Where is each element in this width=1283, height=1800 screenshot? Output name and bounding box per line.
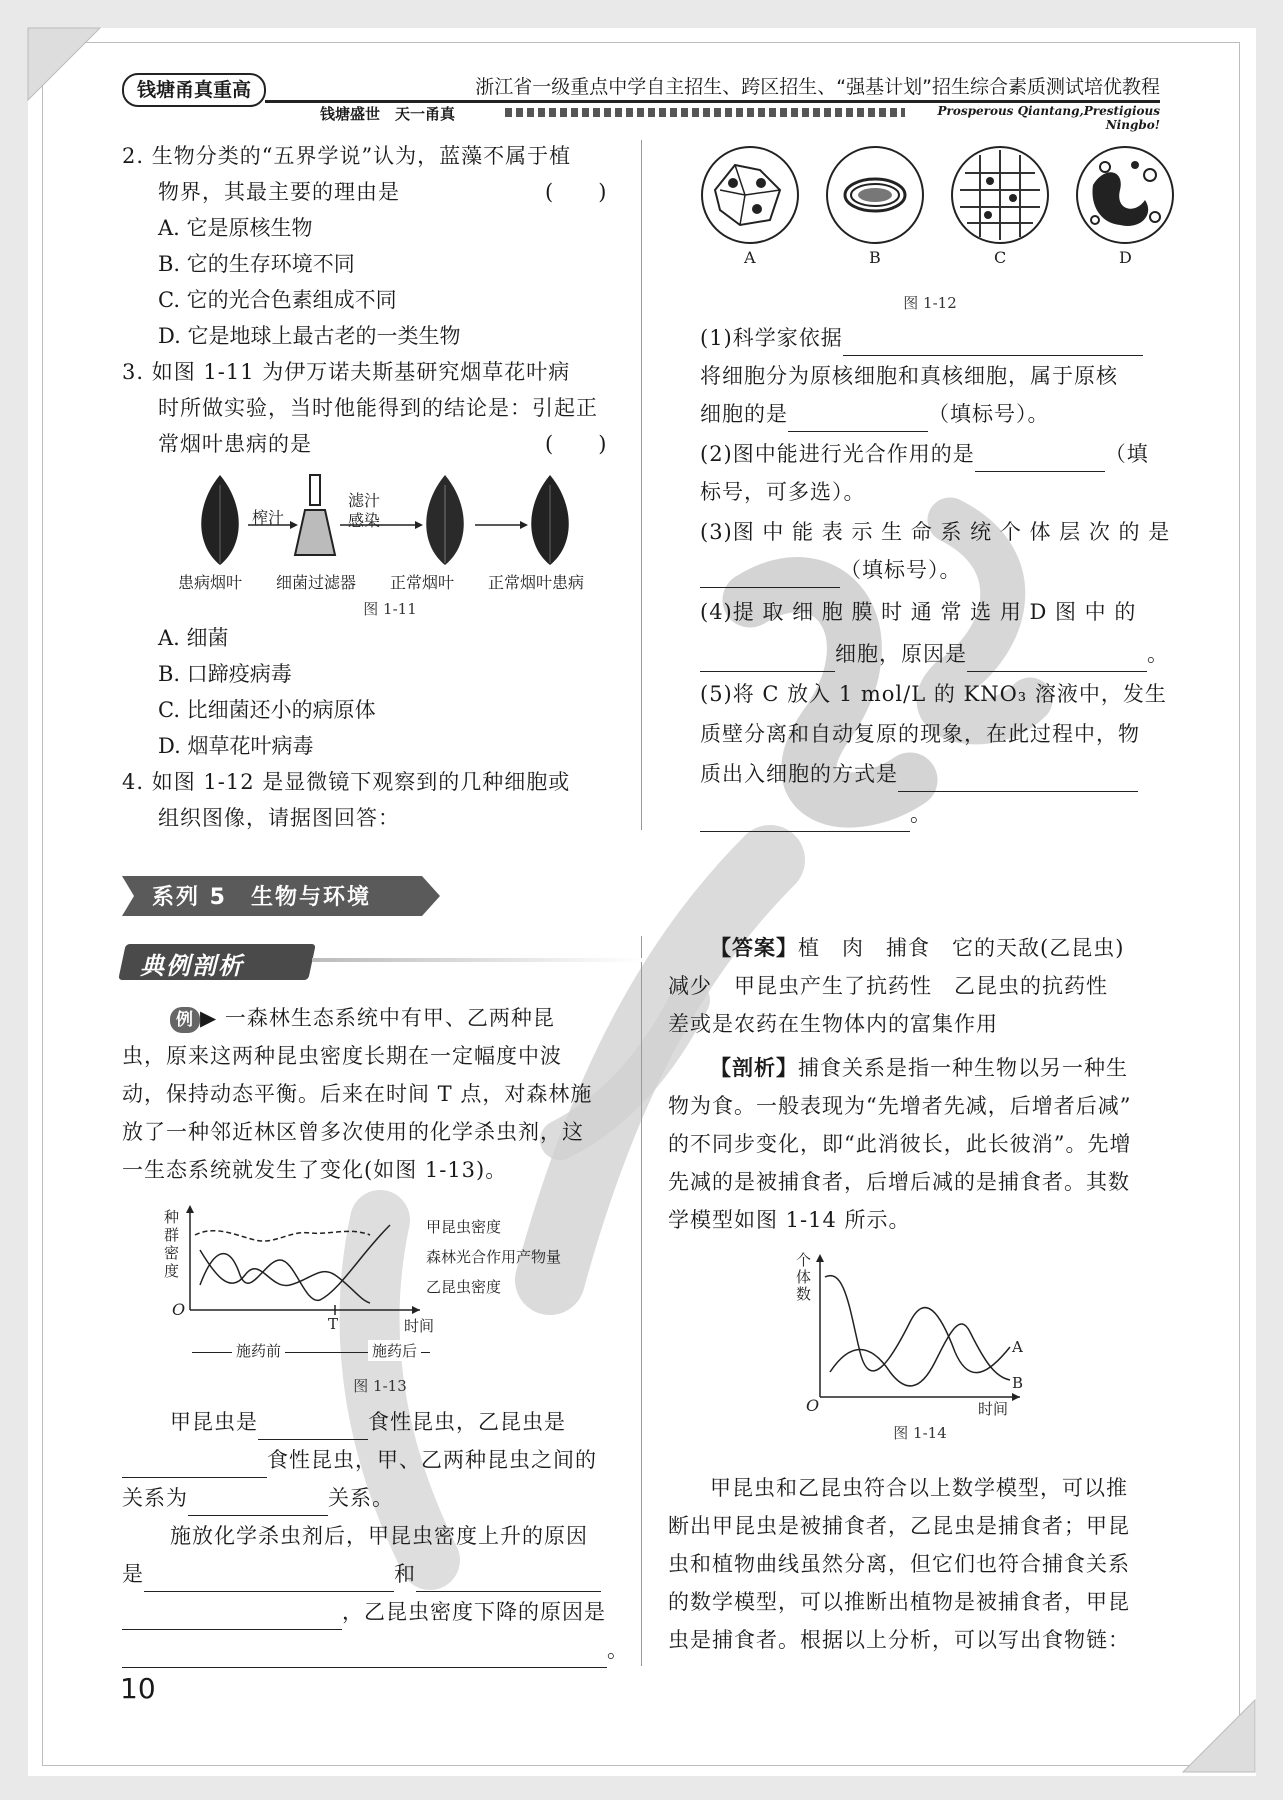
fig11-arrow-label-filtrate: 滤汁	[348, 491, 381, 510]
answer-line3: 差或是农药在生物体内的富集作用	[668, 1012, 998, 1036]
q2-line2: 物界，其最主要的理由是	[158, 180, 400, 204]
answer-tag: 【答案】	[710, 935, 798, 960]
q4-part1-line3: 细胞的是 （填标号）。	[700, 396, 1170, 432]
analysis-line2: 物为食。一般表现为“先增者先减，后增者后减”	[668, 1094, 1132, 1118]
q3-line2: 时所做实验，当时他能得到的结论是：引起正	[158, 396, 598, 420]
analysis-line5: 学模型如图 1-14 所示。	[668, 1208, 911, 1232]
q3-option-a: A. 细菌	[158, 626, 229, 650]
conclusion-line5: 虫是捕食者。根据以上分析，可以写出食物链：	[668, 1628, 1130, 1652]
conclusion-line2: 断出甲昆虫是被捕食者，乙昆虫是捕食者；甲昆	[668, 1514, 1130, 1538]
example-line3: 动，保持动态平衡。后来在时间 T 点，对森林施	[122, 1082, 593, 1106]
analysis-tag: 【剖析】	[710, 1055, 798, 1080]
q2-line1: 2. 生物分类的“五界学说”认为，蓝藻不属于植	[122, 144, 572, 168]
fig13-legend-photosynthesis: 森林光合作用产物量	[426, 1248, 562, 1266]
figure-1-14	[810, 1252, 1030, 1412]
fig14-label-b: B	[1012, 1374, 1024, 1392]
ask2-line4: 。	[122, 1632, 629, 1668]
fig13-photosynthesis-line	[195, 1231, 370, 1241]
q3-option-b: B. 口蹄疫病毒	[158, 662, 292, 686]
fig14-curve-a	[825, 1276, 1010, 1373]
fig14-ylabel: 个 体 数	[796, 1251, 812, 1303]
q3-option-d: D. 烟草花叶病毒	[158, 734, 314, 758]
q4-part3-line1: (3)图 中 能 表 示 生 命 系 统 个 体 层 次 的 是	[700, 520, 1171, 544]
q4-part5-line4: 。	[700, 796, 1170, 832]
fig11-caption: 图 1-11	[363, 600, 417, 618]
column-divider-top	[641, 140, 642, 830]
q4-part5-line1: (5)将 C 放入 1 mol/L 的 KNO₃ 溶液中，发生	[700, 682, 1167, 706]
fig13-before-label: 施药前	[232, 1340, 285, 1361]
header-subtitle: 钱塘盛世 天一甬真	[320, 105, 456, 123]
example-heading: 典例剖析	[140, 952, 244, 980]
cell-c-micrograph	[952, 147, 1048, 243]
ask1-line1: 甲昆虫是 食性昆虫，乙昆虫是	[170, 1404, 566, 1440]
q4-part5-line2: 质壁分离和自动复原的现象，在此过程中，物	[700, 722, 1140, 746]
q4-part1-line2: 将细胞分为原核细胞和真核细胞，属于原核	[700, 364, 1118, 388]
ask2-line3: ，乙昆虫密度下降的原因是	[122, 1594, 606, 1630]
fig13-beetle-a-line	[200, 1225, 390, 1300]
filter-icon	[310, 475, 320, 505]
fig11-label-filter: 细菌过滤器	[276, 573, 357, 592]
header-badge: 钱塘甬真重高	[122, 73, 266, 107]
header-title: 浙江省一级重点中学自主招生、跨区招生、“强基计划”招生综合素质测试培优教程	[475, 76, 1160, 98]
analysis-line3: 的不同步变化，即“此消彼长，此长彼消”。先增	[668, 1132, 1132, 1156]
q4-part4-line1: (4)提 取 细 胞 膜 时 通 常 选 用 D 图 中 的	[700, 600, 1137, 624]
q4-part2-line1: (2)图中能进行光合作用的是 （填	[700, 436, 1170, 472]
header-stripe	[505, 108, 905, 117]
figure-1-12	[695, 145, 1175, 255]
q2-paren: ( )	[545, 180, 608, 204]
q2-option-b: B. 它的生存环境不同	[158, 252, 355, 276]
fig13-legend-a: 甲昆虫密度	[426, 1218, 502, 1236]
answer-line1: 【答案】植 肉 捕食 它的天敌(乙昆虫)	[710, 935, 1125, 960]
analysis-line4: 先减的是被捕食者，后增后减的是捕食者。其数	[668, 1170, 1130, 1194]
ask1-line3: 关系为 关系。	[122, 1480, 394, 1516]
ask1-line2: 食性昆虫，甲、乙两种昆虫之间的	[122, 1442, 597, 1478]
fig12-label-c: C	[994, 248, 1007, 267]
ask2-line2: 是 和	[122, 1556, 601, 1592]
q4-part2-line2: 标号，可多选）。	[700, 480, 866, 504]
q2-option-d: D. 它是地球上最古老的一类生物	[158, 324, 461, 348]
example-line2: 虫，原来这两种昆虫密度长期在一定幅度中波	[122, 1044, 562, 1068]
cell-d-micrograph	[1077, 147, 1173, 243]
fig14-curve-b	[830, 1324, 1010, 1386]
analysis-line1: 【剖析】捕食关系是指一种生物以另一种生	[710, 1055, 1128, 1080]
fig14-origin: O	[806, 1396, 820, 1415]
q3-option-c: C. 比细菌还小的病原体	[158, 698, 376, 722]
series-banner	[122, 876, 440, 916]
q3-line3: 常烟叶患病的是	[158, 432, 312, 456]
series-title: 系列 5 生物与环境	[152, 885, 371, 910]
example-heading-rule	[312, 958, 642, 962]
fig11-arrow-label-juice: 榨汁	[252, 508, 285, 527]
figure-1-13	[160, 1205, 420, 1355]
fig13-caption: 图 1-13	[353, 1377, 407, 1395]
fig14-xlabel: 时间	[978, 1400, 1009, 1418]
example-line4: 放了一种邻近林区曾多次使用的化学杀虫剂，这	[122, 1120, 584, 1144]
cell-b-micrograph	[827, 147, 923, 243]
q4-line1: 4. 如图 1-12 是显微镜下观察到的几种细胞或	[122, 770, 571, 794]
q4-part4-line2: 细胞，原因是 。	[700, 636, 1170, 672]
example-tag: 例	[170, 1007, 200, 1033]
q4-part3-line2: （填标号）。	[700, 552, 1170, 588]
fig12-label-a: A	[744, 248, 756, 267]
conclusion-line1: 甲昆虫和乙昆虫符合以上数学模型，可以推	[710, 1476, 1128, 1500]
fig13-ylabel: 种 群 密 度	[164, 1208, 180, 1280]
answer-line2: 减少 甲昆虫产生了抗药性 乙昆虫的抗药性	[668, 974, 1108, 998]
fig13-origin: O	[172, 1300, 186, 1319]
conclusion-line4: 的数学模型，可以推断出植物是被捕食者，甲昆	[668, 1590, 1130, 1614]
column-divider-bottom	[641, 936, 642, 1666]
ask2-line1: 施放化学杀虫剂后，甲昆虫密度上升的原因	[170, 1524, 588, 1548]
cell-a-micrograph	[702, 147, 798, 243]
fig13-legend-b: 乙昆虫密度	[426, 1278, 502, 1296]
fig13-xlabel: 时间	[404, 1317, 435, 1335]
q2-option-a: A. 它是原核生物	[158, 216, 313, 240]
fig11-label-infected: 正常烟叶患病	[488, 573, 585, 592]
header-english: Prosperous Qiantang,Prestigious Ningbo!	[937, 104, 1160, 132]
fig13-after-label: 施药后	[368, 1340, 421, 1361]
q4-line2: 组织图像，请据图回答：	[158, 806, 400, 830]
fig14-label-a: A	[1012, 1338, 1023, 1356]
fig12-caption: 图 1-12	[903, 294, 957, 312]
example-line5: 一生态系统就发生了变化(如图 1-13)。	[122, 1158, 508, 1182]
q4-part5-line3: 质出入细胞的方式是	[700, 756, 1170, 792]
q3-paren: ( )	[545, 432, 608, 456]
fig11-label-diseased: 患病烟叶	[178, 573, 243, 592]
fig12-label-b: B	[869, 248, 881, 267]
fig11-arrow-label-infect: 感染	[348, 511, 381, 530]
conclusion-line3: 虫和植物曲线虽然分离，但它们也符合捕食关系	[668, 1552, 1130, 1576]
example-line1: 例 ▶ 一森林生态系统中有甲、乙两种昆	[170, 1000, 555, 1036]
page-number: 10	[120, 1672, 156, 1705]
fig14-caption: 图 1-14	[893, 1424, 947, 1442]
q2-option-c: C. 它的光合色素组成不同	[158, 288, 397, 312]
q3-line1: 3. 如图 1-11 为伊万诺夫斯基研究烟草花叶病	[122, 360, 571, 384]
fig12-label-d: D	[1119, 248, 1132, 267]
fig11-label-normal: 正常烟叶	[390, 573, 455, 592]
fig13-t-label: T	[328, 1315, 339, 1333]
fig13-beetle-b-line	[200, 1250, 370, 1303]
q4-part1-line1: (1)科学家依据	[700, 320, 1170, 356]
